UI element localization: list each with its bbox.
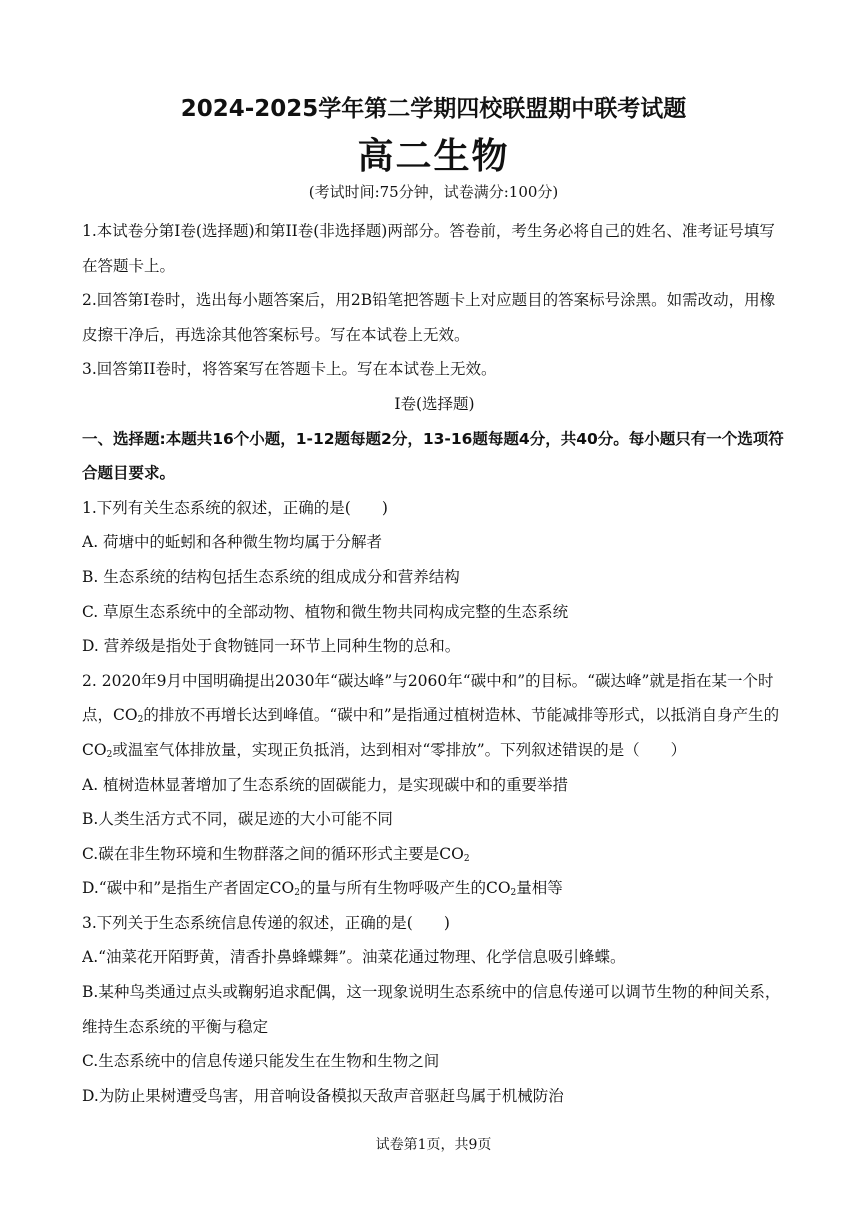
section-title: I卷(选择题) bbox=[394, 394, 475, 413]
question-1-option-d: D. 营养级是指处于食物链同一环节上同种生物的总和。 bbox=[82, 637, 461, 656]
exam-content bbox=[82, 214, 787, 1113]
instruction-1: 1.本试卷分第I卷(选择题)和第II卷(非选择题)两部分。答卷前，考生务必将自己的姓名、准考证号填写在答题卡上。 bbox=[82, 222, 775, 275]
question-2-stem-part-1: 2. 2020年9月中国明确提出2030年“碳达峰”与2060年“碳中和”的目标。“碳达峰”就是指在某一个时点，CO bbox=[82, 671, 774, 725]
question-3-option-d: D.为防止果树遭受鸟害，用音响设备模拟天敌声音驱赶鸟属于机械防治 bbox=[82, 1086, 564, 1105]
exam-title: 2024-2025学年第二学期四校联盟期中联考试题 bbox=[180, 96, 687, 122]
exam-meta: (考试时间:75分钟，试卷满分:100分) bbox=[308, 183, 559, 201]
subscript: 2 bbox=[510, 888, 517, 899]
question-1-option-a: A. 荷塘中的蚯蚓和各种微生物均属于分解者 bbox=[82, 533, 383, 552]
question-2-stem bbox=[82, 664, 787, 768]
question-2-option-d-part-2: 的量与所有生物呼吸产生的CO bbox=[299, 879, 511, 898]
subject-title: 高二生物 bbox=[357, 136, 510, 177]
question-1-option-c: C. 草原生态系统中的全部动物、植物和微生物共同构成完整的生态系统 bbox=[82, 602, 569, 621]
question-2-option-c bbox=[82, 837, 787, 872]
question-2-stem-part-3: 或温室气体排放量，实现正负抵消，达到相对“零排放”。下列叙述错误的是（ ） bbox=[112, 740, 687, 759]
section-heading: 一、选择题:本题共16个小题，1-12题每题2分，13-16题每题4分，共40分。每小题只有一个选项符合题目要求。 bbox=[82, 429, 784, 483]
question-2-option-b: B.人类生活方式不同，碳足迹的大小可能不同 bbox=[82, 810, 393, 829]
question-3-option-c: C.生态系统中的信息传递只能发生在生物和生物之间 bbox=[82, 1052, 440, 1071]
question-2-option-d-part-1: D.“碳中和”是指生产者固定CO bbox=[82, 879, 295, 898]
question-2-option-d bbox=[82, 871, 787, 906]
question-3-stem: 3.下列关于生态系统信息传递的叙述，正确的是( ) bbox=[82, 913, 450, 932]
question-3-option-b: B.某种鸟类通过点头或鞠躬追求配偶，这一现象说明生态系统中的信息传递可以调节生物的种间关系，维持生态系统的平衡与稳定 bbox=[82, 983, 781, 1036]
instruction-3: 3.回答第II卷时，将答案写在答题卡上。写在本试卷上无效。 bbox=[82, 360, 497, 379]
page-footer: 试卷第1页，共9页 bbox=[375, 1137, 492, 1153]
question-1-option-b: B. 生态系统的结构包括生态系统的组成成分和营养结构 bbox=[82, 567, 460, 586]
question-2-option-c-text: C.碳在非生物环境和生物群落之间的循环形式主要是CO bbox=[82, 844, 464, 863]
question-2-stem-part-2: 的排放不再增长达到峰值。“碳中和”是指通过植树造林、节能减排等形式，以抵消自身产生的CO bbox=[82, 706, 780, 759]
subscript: 2 bbox=[463, 853, 470, 864]
question-2-option-d-part-3: 量相等 bbox=[516, 879, 563, 898]
question-2-option-a: A. 植树造林显著增加了生态系统的固碳能力，是实现碳中和的重要举措 bbox=[82, 775, 569, 794]
instruction-2: 2.回答第I卷时，选出每小题答案后，用2B铅笔把答题卡上对应题目的答案标号涂黑。如需改动，用橡皮擦干净后，再选涂其他答案标号。写在本试卷上无效。 bbox=[82, 291, 776, 344]
question-1-stem: 1.下列有关生态系统的叙述，正确的是( ) bbox=[82, 498, 388, 517]
subscript: 2 bbox=[137, 715, 144, 726]
subscript: 2 bbox=[294, 888, 300, 899]
question-3-option-a: A.“油菜花开陌野黄，清香扑鼻蜂蝶舞”。油菜花通过物理、化学信息吸引蜂蝶。 bbox=[82, 948, 626, 967]
subscript: 2 bbox=[106, 749, 113, 760]
